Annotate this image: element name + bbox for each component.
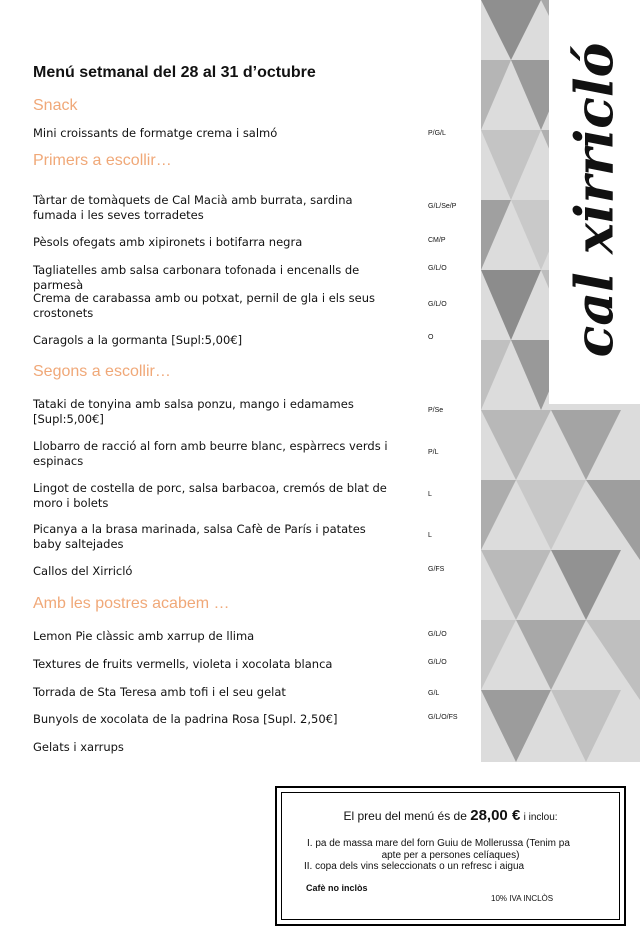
- menu-item: Crema de carabassa amb ou potxat, pernil de gla i els seus crostonets: [33, 291, 375, 320]
- allergen-code: G/L/O: [428, 631, 447, 638]
- allergen-code: CM/P: [428, 237, 446, 244]
- menu-item: Torrada de Sta Teresa amb tofi i el seu gelat: [33, 685, 286, 699]
- price-includes-drinks: II. copa dels vins seleccionats o un refresc i aigua: [304, 861, 525, 872]
- menu-item: Tagliatelles amb salsa carbonara tofonada i encenalls de parmesà: [33, 263, 360, 292]
- menu-item: Lingot de costella de porc, salsa barbacoa, cremós de blat de moro i bolets: [33, 481, 387, 510]
- allergen-code: G/FS: [428, 566, 445, 573]
- price-suffix: i inclou:: [523, 812, 558, 823]
- menu-item: Picanya a la brasa marinada, salsa Cafè de París i patates baby saltejades: [33, 522, 366, 551]
- menu-item: Gelats i xarrups: [33, 740, 124, 754]
- menu-item: Tàrtar de tomàquets de Cal Macià amb burrata, sardina fumada i les seves torradetes: [33, 193, 353, 222]
- allergen-code: G/L/O/FS: [428, 714, 458, 721]
- menu-item: Mini croissants de formatge crema i salmó: [33, 126, 278, 140]
- brand-logo: cal xirricló: [564, 42, 626, 358]
- menu-item: Lemon Pie clàssic amb xarrup de llima: [33, 629, 255, 643]
- menu-item: Callos del Xirricló: [33, 564, 133, 578]
- allergen-code: P/Se: [428, 407, 444, 414]
- menu-item: Pèsols ofegats amb xipironets i botifarra negra: [33, 235, 303, 249]
- section-heading-primers: Primers a escollir…: [33, 152, 172, 169]
- allergen-code: G/L/O: [428, 301, 447, 308]
- coffee-not-included: Cafè no inclòs: [306, 883, 368, 893]
- allergen-code: G/L/O: [428, 659, 447, 666]
- allergen-code: G/L/O: [428, 265, 447, 272]
- menu-item: Bunyols de xocolata de la padrina Rosa [Supl. 2,50€]: [33, 712, 338, 726]
- allergen-code: G/L: [428, 690, 440, 697]
- menu-item: Textures de fruits vermells, violeta i xocolata blanca: [33, 657, 333, 671]
- allergen-code: G/L/Se/P: [428, 203, 457, 210]
- price-prefix: El preu del menú és de: [343, 809, 467, 823]
- page-title: Menú setmanal del 28 al 31 d’octubre: [33, 64, 316, 81]
- price-headline: [277, 807, 624, 824]
- allergen-code: P/G/L: [428, 130, 446, 137]
- price-box: [275, 786, 626, 926]
- allergen-code: L: [428, 491, 432, 498]
- vat-included: 10% IVA INCLÒS: [491, 894, 554, 903]
- section-heading-snack: Snack: [33, 97, 78, 114]
- section-heading-segons: Segons a escollir…: [33, 363, 171, 380]
- allergen-code: P/L: [428, 449, 439, 456]
- section-heading-postres: Amb les postres acabem …: [33, 595, 230, 612]
- price-includes-bread: I. pa de massa mare del forn Guiu de Mollerussa (Tenim pa: [307, 838, 570, 849]
- menu-item: Llobarro de racció al forn amb beurre blanc, espàrrecs verds i espinacs: [33, 439, 388, 468]
- price-includes-bread-note: apte per a persones celíaques): [381, 850, 520, 861]
- allergen-code: O: [428, 334, 434, 341]
- menu-item: Tataki de tonyina amb salsa ponzu, mango i edamames [Supl:5,00€]: [33, 397, 354, 426]
- price-amount: 28,00 €: [470, 807, 521, 824]
- logo-panel: [549, 0, 640, 404]
- menu-item: Caragols a la gormanta [Supl:5,00€]: [33, 333, 243, 347]
- allergen-code: L: [428, 532, 432, 539]
